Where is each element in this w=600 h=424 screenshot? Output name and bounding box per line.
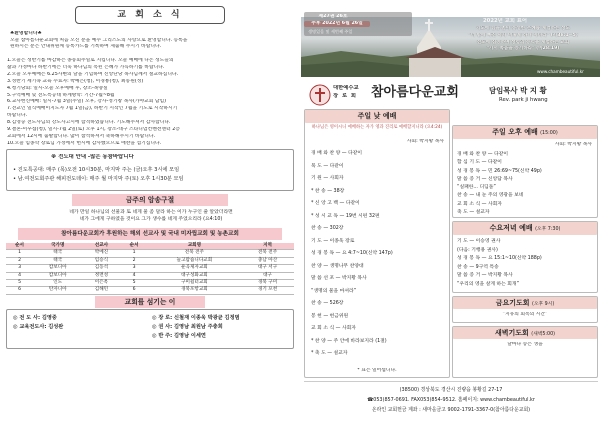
afternoon-order bbox=[457, 151, 597, 217]
verse-line: 네가 만일 하나님의 선물과 또 네게 물 좀 달라 하는 이가 누구인 줄 알았더라면 bbox=[69, 210, 233, 215]
notice-item: 5.구역예배 및 전도특공대 하계방학: 기간-7월~8월 bbox=[7, 92, 115, 98]
morning-order-item: 찬 송 — 526장 bbox=[311, 301, 344, 306]
pastor-en: Rev. park ji hwang bbox=[499, 97, 548, 103]
wednesday-order-item: “우리의 영을 살게 하는 회개” bbox=[457, 281, 520, 287]
denomination-top: 대한예수교 bbox=[333, 85, 359, 91]
support-cell: 전북 전주 bbox=[148, 250, 241, 257]
wednesday-order-item: 성 경 봉 독 — 요 15:1~10(신약 188p) bbox=[457, 256, 542, 262]
support-title: 참아름다운교회가 후원하는 해외 선교사 및 국내 미자립교회 및 농촌교회 bbox=[18, 228, 282, 240]
staff-right bbox=[152, 314, 292, 341]
dawn-title: 새벽기도회 bbox=[494, 329, 529, 337]
support-cell: 경북포항교회 bbox=[148, 287, 241, 294]
support-cell: 경기 포천 bbox=[241, 287, 294, 294]
support-row bbox=[6, 272, 294, 279]
support-row bbox=[6, 257, 294, 264]
wednesday-time: (오후 7:30) bbox=[535, 227, 561, 232]
footer-line: 온라인 교회헌금 계좌 : 새마을금고 9002-1791-3367-0(참아름다운교회) bbox=[371, 407, 531, 413]
friday-title-bar bbox=[453, 297, 597, 309]
morning-order-item: * 축 도 — 설교자 bbox=[311, 351, 348, 356]
theme-lines bbox=[449, 26, 597, 53]
notices-list bbox=[7, 58, 297, 148]
morning-order-item: * 찬 양 — 주 안에 바라보지라 (1절) bbox=[311, 338, 387, 344]
support-cell: 대구 bbox=[241, 272, 294, 279]
mission-item: • 진도특공대: 매주 (목)오전 10시30분, 마지막 주는 (금)오후 3시에 모임 bbox=[13, 167, 180, 173]
staff-item: ◎ 장 로: 신철재 이종욱 박광균 김정범 bbox=[152, 315, 240, 321]
welcome-line: 원하시는 분은 안내위원께 등록카드를 기록하여 제출해 주시기 바랍니다. bbox=[10, 44, 162, 50]
afternoon-time: (15:00) bbox=[540, 131, 558, 136]
issue-label: 제27권 26호 bbox=[318, 14, 348, 19]
support-cell: 6 bbox=[6, 287, 33, 294]
theme-line: "너 밖에 빠진 사자 어떻게 하나 아나라" (사38:1~5) bbox=[468, 32, 578, 38]
right-page bbox=[301, 0, 600, 424]
issue-date: 주후 2022년 6월 26일 bbox=[304, 21, 370, 27]
support-cell: 탄자니아 bbox=[33, 287, 82, 294]
afternoon-order-item: 경 배 와 찬 양 — 다같이 bbox=[457, 152, 509, 157]
afternoon-order-item: 합 심 기 도 — 다같이 bbox=[457, 160, 502, 166]
morning-service-title: 주일 낮 예배 bbox=[305, 110, 449, 123]
morning-order-item: * 신 앙 고 백 — 다같이 bbox=[311, 201, 360, 206]
morning-note: * 표는 일어섭니다. bbox=[357, 368, 397, 373]
wednesday-service-box bbox=[452, 221, 598, 293]
notice-item: 바랍니다. bbox=[7, 113, 28, 119]
support-cell: 김동석 bbox=[82, 265, 120, 272]
support-header-cell: 지역 bbox=[241, 243, 294, 250]
footer-lines bbox=[304, 385, 598, 415]
support-cell: 캄보디아 bbox=[33, 272, 82, 279]
church-name: 참아름다운교회 bbox=[371, 85, 459, 100]
friday-title: 금요기도회 bbox=[495, 299, 530, 307]
notice-item: 1.오늘은 성반기를 마감하는 종동회주일로 지킵니다. 오늘 예배에 나온 성도들의 bbox=[7, 58, 174, 63]
support-cell: 김해민 bbox=[82, 287, 120, 294]
support-header-cell: 교회명 bbox=[148, 243, 241, 250]
notice-item: 6.교사헌신예배: 일시-7월 3일(주일) 오후, 강사-정기창 목사(가야교회 담임) bbox=[7, 99, 167, 105]
support-cell: 전북 전주 bbox=[241, 250, 294, 257]
mission-heading: ※ 전도대 안내 -많은 동참바랍니다 bbox=[51, 154, 134, 160]
afternoon-order-item: 성 경 봉 독 — 민 26:69~75(신약 49p) bbox=[457, 168, 542, 174]
verse-text bbox=[7, 209, 295, 223]
welcome-line: 오늘 참아름다운교회에 처음 오신 분을 예수 그리스도의 사랑으로 환영합니다. 등록을 bbox=[10, 38, 188, 43]
support-cell: 4 bbox=[121, 272, 148, 279]
verse-line: 네가 그에게 구하였을 것이요 그가 생수를 네게 주었으리라 (요4:10) bbox=[79, 217, 223, 222]
morning-order-item: “생명의 물을 마셔라” bbox=[311, 288, 357, 294]
notice-item: 교회에서 12시에 출발합니다. 많이 참석하셔서 축하해주시기 바랍니다. bbox=[7, 133, 156, 139]
morning-order-item: 찬 양 — 생명나무 찬양대 bbox=[311, 263, 364, 269]
afternoon-order-item: 찬 송 — 내 눈 주의 영광을 보네 bbox=[457, 193, 524, 199]
wednesday-order-item: 기 도 — 이승영 권사 bbox=[457, 239, 501, 244]
support-cell: 2 bbox=[121, 257, 148, 264]
morning-order-item: 기 도 — 이종욱 장로 bbox=[311, 238, 355, 244]
morning-order-item: * 성 시 교 독 — 19번 시편 32편 bbox=[311, 213, 380, 219]
support-cell: 1 bbox=[121, 250, 148, 257]
welcome-text bbox=[10, 38, 295, 51]
support-cell: 태국 bbox=[33, 250, 82, 257]
staff-title: 교회를 섬기는 이 bbox=[95, 296, 205, 308]
support-cell: 임승식 bbox=[82, 257, 120, 264]
afternoon-order-item: 축 도 — 설교자 bbox=[457, 210, 490, 216]
wednesday-title-bar bbox=[453, 222, 597, 235]
support-cell: 박예진 bbox=[82, 250, 120, 257]
mission-list bbox=[13, 166, 291, 184]
dawn-title-bar bbox=[453, 327, 597, 339]
morning-order-item: 찬 송 — 302장 bbox=[311, 226, 344, 231]
staff-box bbox=[6, 309, 294, 349]
support-cell: 4 bbox=[6, 272, 33, 279]
issue-box bbox=[304, 12, 412, 36]
dawn-time: (새벽5:00) bbox=[531, 332, 556, 337]
support-row bbox=[6, 287, 294, 294]
support-cell: 1 bbox=[6, 250, 33, 257]
morning-order bbox=[311, 148, 449, 361]
support-header-cell: 선교사 bbox=[82, 243, 120, 250]
wednesday-title: 수요저녁 예배 bbox=[489, 224, 533, 232]
support-row bbox=[6, 280, 294, 287]
morning-order-item: 봉 헌 — 헌금위원 bbox=[311, 313, 349, 319]
support-cell: 인도 bbox=[33, 280, 82, 287]
welcome-heading: ♣환영합니다♣ bbox=[10, 31, 42, 36]
notice-item: 7.전교인 일식예배이지도자 7월 1일(금), 하반기 시작인 7월을 기도로 시작하시기 bbox=[7, 106, 178, 112]
support-cell: 태국 bbox=[33, 257, 82, 264]
issue-sub: 생명있음 및 세번째 주일 bbox=[308, 29, 353, 34]
support-row bbox=[6, 265, 294, 272]
support-cell: 구미쉼터교회 bbox=[148, 280, 241, 287]
mission-item: • 남.여전도회주관 해피전도데이: 매주 월 마지막 주(토) 오후 1시30분 모임 bbox=[13, 176, 184, 182]
footer-line: ☎053)857-0691. FAX053)854-9512. 홈페이지: www.chambeautiful.kr bbox=[367, 397, 535, 403]
wednesday-order bbox=[457, 238, 597, 290]
wednesday-order-item: 찬 송 — 9구역 특송 bbox=[457, 264, 499, 270]
theme-line: "가서 복음을 증거하라" (마28:19) bbox=[486, 46, 560, 52]
afternoon-leader: 사회: 박지황 목사 bbox=[554, 142, 592, 147]
morning-verse: 하나님은 영이시니 예배하는 자가 영과 진리로 예배할지니라 (요4:24) bbox=[311, 125, 443, 130]
morning-order-item: 성 경 봉 독 — 요 4:7~10(신약 147p) bbox=[311, 251, 393, 256]
afternoon-title: 주일 오후 예배 bbox=[492, 128, 538, 136]
dawn-sub: 날마다 승는 생을 bbox=[507, 342, 543, 347]
staff-item: ◎ 전 도 사: 김영중 bbox=[13, 315, 57, 321]
support-header-row bbox=[6, 243, 294, 250]
support-header-cell: 순서 bbox=[6, 243, 33, 250]
friday-box bbox=[452, 296, 598, 323]
support-cell: 캄보디아 bbox=[33, 265, 82, 272]
footer-line: (38500) 경상북도 경산시 진량읍 봉황길 27-17 bbox=[399, 387, 503, 393]
support-cell: 정면성 bbox=[82, 272, 120, 279]
staff-left bbox=[13, 314, 143, 332]
support-cell: 늘고맙습니다교회 bbox=[148, 257, 241, 264]
notice-item: 10.오늘 임종학 장로님 가정에서 헌시에 감사했으므로 애찬을 섬기십니다. bbox=[7, 140, 162, 146]
support-cell: 경북 구미 bbox=[241, 280, 294, 287]
staff-item: ◎ 반 주: 김영남 이세연 bbox=[152, 333, 206, 339]
morning-order-item: 말 씀 선 포 — 박지황 목사 bbox=[311, 276, 367, 281]
afternoon-order-item: 교 회 소 식 — 사회자 bbox=[457, 201, 502, 207]
support-cell: 대구성화교회 bbox=[148, 272, 241, 279]
afternoon-order-item: 말 씀 증 거 — 신앙담 목사 bbox=[457, 176, 513, 182]
staff-item: ◎ 권 사: 김영남 최원남 주충희 bbox=[152, 324, 223, 330]
support-cell: 2 bbox=[6, 257, 33, 264]
pastor-label: 담임목사 박 지 황 bbox=[489, 86, 547, 95]
support-cell: 5 bbox=[6, 280, 33, 287]
support-cell: 이은옥 bbox=[82, 280, 120, 287]
mission-box bbox=[6, 149, 294, 191]
morning-order-item: 경 배 와 찬 양 — 다같이 bbox=[311, 151, 363, 156]
church-logo-icon bbox=[309, 84, 331, 106]
support-row bbox=[6, 250, 294, 257]
wednesday-order-item: (다음: 기행용 권사) bbox=[457, 247, 498, 253]
support-header-cell: 국가명 bbox=[33, 243, 82, 250]
morning-service-box bbox=[304, 109, 450, 378]
footer bbox=[304, 381, 598, 421]
afternoon-order-item: “실패한... 디딤돌” bbox=[457, 185, 496, 191]
notice-item: 삶과 가정마다 하반기에는 더욱 하나님의 복된 은혜가 가득하기를 바랍니다. bbox=[7, 64, 165, 70]
morning-leader: 사회: 박지황 목사 bbox=[406, 139, 444, 144]
support-cell: 대구 서구 bbox=[241, 265, 294, 272]
wednesday-order-item: 말 씀 증 거 — 박지황 목사 bbox=[457, 273, 513, 279]
support-cell: 3 bbox=[121, 265, 148, 272]
church-news-title: 교 회 소 식 bbox=[75, 6, 225, 24]
morning-order-item: 교 회 소 식 — 사회자 bbox=[311, 326, 356, 331]
morning-order-item: * 찬 송 — 38장 bbox=[311, 188, 345, 194]
notice-item: 9.결혼-이우섭(청), 일시-7월 2일(토) 오후 1시, 장소-대구 스타디엄컨벤션센터 2층 bbox=[7, 127, 180, 133]
staff-item: ◎ 교육전도사: 김성완 bbox=[13, 324, 64, 330]
support-cell: 5 bbox=[121, 280, 148, 287]
dawn-box bbox=[452, 326, 598, 378]
theme-line: 기도에 힘을 쏟아 풍성한 은혜를 체험하는 성도 bbox=[476, 26, 570, 31]
friday-time: (오후 9시) bbox=[532, 302, 555, 307]
friday-sub: “지유의 회복의 시간” bbox=[502, 312, 548, 317]
support-header-cell: 순서 bbox=[121, 243, 148, 250]
notice-item: 4.청기당회: 일시-오늘 오후예배 후, 장소-목양실 bbox=[7, 85, 108, 91]
verse-title: 금주의 암송구절 bbox=[72, 194, 228, 206]
support-cell: 3 bbox=[6, 265, 33, 272]
notice-item: 3.성반기 세기속 교육 수료자: 박예은(청), 이경룡(청), 최동원(성) bbox=[7, 78, 144, 84]
morning-order-item: 기 원 — 사회자 bbox=[311, 176, 344, 181]
afternoon-service-box bbox=[452, 125, 598, 218]
morning-order-item: 묵 도 — 다같이 bbox=[311, 163, 344, 169]
support-cell: 충남 아산 bbox=[241, 257, 294, 264]
afternoon-title-bar bbox=[453, 126, 597, 139]
denomination-bottom: 장 로 회 bbox=[333, 93, 358, 99]
support-cell: 운곡제자교회 bbox=[148, 265, 241, 272]
theme-line: 전도에 집중하여 성령의 능력을 체험하는 교회 bbox=[476, 39, 570, 45]
notice-item: 8.김영숭 전도사님의 강도사고시에 합격하였습니다. 기도해주셔서 감사합니다. bbox=[7, 120, 171, 126]
support-table bbox=[6, 243, 294, 295]
website-on-photo: www.chambeautiful.kr bbox=[537, 69, 584, 74]
year-theme: 2022년 교회 표어 bbox=[483, 18, 528, 24]
notice-item: 2.오늘 오후예배는 6.25사변의 날을 기념하여 신앙단당 목사님께서 설교하십니다. bbox=[7, 71, 179, 77]
support-cell: 6 bbox=[121, 287, 148, 294]
